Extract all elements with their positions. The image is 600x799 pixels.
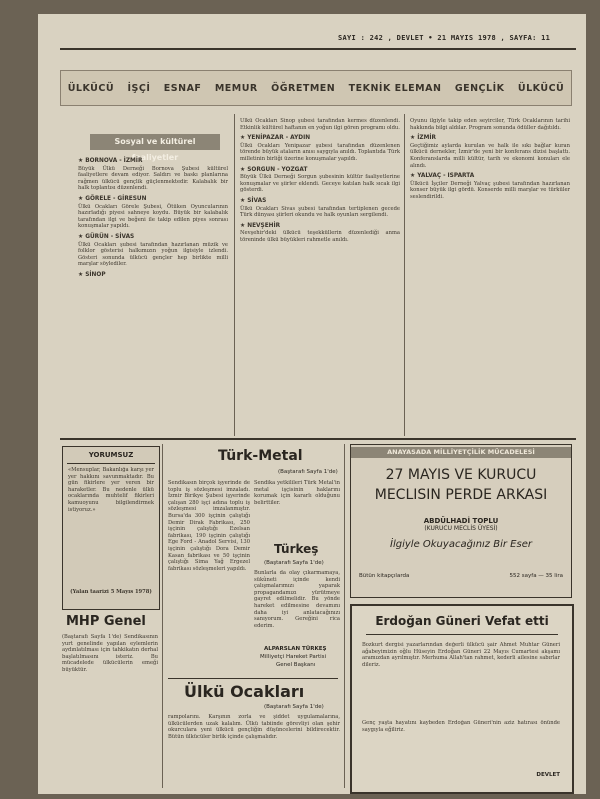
turkes-signature: ALPARSLAN TÜRKEŞ — [264, 646, 327, 652]
article-heading: ★ SİNOP — [78, 271, 106, 278]
turkmetal-text-2: Sendika yetkilileri Türk Metal'in metal işçisinin haklarını korumak için kararlı olduğunu belirttiler. — [254, 480, 340, 506]
mhp-text: (Baştarafı Sayfa 1'de) Sendikasının yurt genelinde yapılan eylemlerin aydınlatılması için tahkikatın derhal başlatılmasını isteriz. Bu mücadelede ülkücülerin emeği büyüktür. — [62, 634, 158, 673]
article-text: Büyük Ülkü Derneği Sorgun şubesinin kültür faaliyetlerine konuşmalar ve şiirler eklendi. Geceye katılan halk sıcak ilgi gösterdi. — [240, 174, 400, 194]
page-header: SAYI : 242 , DEVLET • 21 MAYIS 1978 , SAYFA: 11 — [338, 34, 551, 42]
article-text: Büyük Ülkü Derneği Bornova Şubesi kültürel faaliyetlere devam ediyor. Saldırı ve baskı planlarına rağmen ülkücü gençlik güçlenmektedir. Kalabalık bir halk toplantısı düzenlendi. — [78, 165, 228, 192]
turkes-title: Türkeş — [274, 542, 319, 556]
column-divider — [162, 444, 163, 788]
column-divider — [344, 444, 345, 788]
turkmetal-title: Türk-Metal — [218, 448, 303, 464]
article-heading: ★ YALVAÇ - ISPARTA — [410, 173, 475, 180]
section-rule — [168, 678, 338, 679]
banner — [60, 70, 572, 106]
section-rule — [60, 438, 576, 440]
article-text: Nevşehir'deki ülkücü teşekküllerin düzenlediği anma töreninde ülkü büyükleri rahmetle anıldı. — [240, 230, 400, 243]
article-text: Ülkücü İşçiler Derneği Yalvaç şubesi tarafından hazırlanan konser büyük ilgi gördü. Konserde milli marşlar ve türküler seslendirildi. — [410, 180, 570, 200]
book-ad-slogan: İlgiyle Okuyacağınız Bir Eser — [390, 539, 532, 550]
book-ad-footer-left: Bütün kitapçılarda — [359, 573, 410, 579]
banner-item: ÜLKÜCÜ — [67, 82, 115, 94]
header-rule — [60, 48, 576, 50]
banner-item: GENÇLİK — [454, 82, 505, 94]
obituary-rule — [366, 634, 558, 635]
mhp-title: MHP Genel — [66, 614, 146, 629]
article-text: Oyunu ilgiyle takip eden seyirciler, Türk Ocaklarının tarihi hakkında bilgi aldılar. Program sonunda ödüller dağıtıldı. — [410, 118, 570, 131]
turkmetal-subtitle: (Baştarafı Sayfa 1'de) — [278, 469, 338, 475]
book-ad-title-2: MECLISIN PERDE ARKASI — [374, 487, 548, 503]
article-text: Ülkü Ocakları Sivas şubesi tarafından tertiplenen gecede Türk dünyası şiirleri okundu ve halk oyunları sergilendi. — [240, 205, 400, 219]
article-heading: ★ SORGUN - YOZGAT — [240, 166, 308, 173]
turkmetal-text: Sendikasın birçok işyerinde de toplu iş sözleşmesi imzaladı. İzmir Birikye Şubesi işyerinde çalışan 280 işçi adına toplu iş sözleşmesi imzalanmıştır. Bursa'da 300 işçinin çalıştığı Demir Dirak Fabrikası, 250 işçinin çalıştığı Ezelsan fabrikası, 190 işçinin çalıştığı Ege Ford - Anadol Servisi, 130 işçinin çalıştığı Dora Demir Kasan fabrikası ve 50 işçinin çalıştığı Sima Yağ Ergezel fabrikası sözleşmeleri yapıldı. — [168, 480, 250, 572]
article-text: Ülkü Ocakları Sinop şubesi tarafından kermes düzenlendi. Etkinlik kültürel haftanın en yoğun ilgi gören programı oldu. — [240, 118, 400, 131]
banner-item: ÜLKÜCÜ — [517, 82, 565, 94]
culture-column-3 — [410, 118, 570, 436]
yorumsuz-title: YORUMSUZ — [67, 451, 155, 464]
yorumsuz-text: «Mensuplar, Bakanlığa karşı yer yer hakkını savunmaktadır. Bu gün fikirlere yer veren bir haraketler. Bu nedenle ülkü ocaklarında muhtelif fikirleri kamuoyunu bilgilendirmek istiyoruz.» — [68, 467, 154, 513]
yorumsuz-source: (Yalan taarizi 5 Mayıs 1978) — [70, 589, 152, 595]
column-divider — [404, 114, 405, 436]
article-heading: ★ YENİPAZAR - AYDIN — [240, 135, 311, 142]
obituary-text: Bozkurt dergisi yazarlarından değerli ülkücü şair Ahmet Muhtar Güneri ağabeyimizin oğlu Hüseyin Erdoğan Güneri 22 Mayıs Cumartesi akşamı aramızdan ayrılmıştır. Merhuma Allah'tan rahmet, kederli ailesine sabırlar dileriz. — [362, 642, 560, 668]
article-text: Ülkü Ocakları Görele Şubesi, Ötüken Oyuncularının hazırladığı piyesi sahneye koydu. Büyük bir kalabalık tarafından ilgi ve beğeni ile takip edilen piyes sonrası konuşmalar yapıldı. — [78, 203, 228, 230]
culture-column-1 — [78, 154, 228, 434]
turkes-position: Genel Başkanı — [276, 662, 316, 668]
article-heading: ★ İZMİR — [410, 135, 436, 142]
article-text: Geçtiğimiz aylarda kurulan ve halk ile sıkı bağlar kuran ülkücü dernekler, İzmir'de yeni bir konferans dizisi başlattı. Konferanslarda milli kültür, tarih ve ekonomi konuları ele alındı. — [410, 142, 570, 169]
ulkuocaklari-text: rampolarını. Karşının zorla ve şiddet uygulamalarına, ülkücülerden uzak kalalım. Ülkü tabiinde görevliyi olan şehir okurculara yeni ülkücü gençliğin düşüncelerini bildirecektir. Bütün ülkücüler birlik içinde çalışmalıdır. — [168, 714, 340, 740]
banner-item: TEKNİK ELEMAN — [348, 82, 442, 94]
column-divider — [234, 114, 235, 436]
article-text: Ülkü Ocakları şubesi tarafından hazırlanan müzik ve folklor gösterisi halkımızın yoğun ilgisiyle izlendi. Gösteri sonunda ülkücü gençler hep birlikte milli marşlar söylediler. — [78, 241, 228, 268]
book-ad-author: ABDÜLHADİ TOPLU — [423, 517, 499, 525]
obituary-box — [350, 604, 574, 794]
banner-item: ESNAF — [163, 82, 202, 94]
article-heading: ★ GÜRÜN - SİVAS — [78, 233, 135, 240]
banner-item: ÖĞRETMEN — [271, 82, 336, 94]
obituary-signature: DEVLET — [536, 772, 560, 778]
turkes-subtitle: (Baştarafı Sayfa 1'de) — [264, 560, 324, 566]
culture-column-2 — [240, 118, 400, 436]
book-ad-top: ANAYASADA MİLLİYETÇİLİK MÜCADELESİ — [351, 447, 571, 458]
article-heading: ★ GÖRELE - GİRESUN — [78, 195, 147, 202]
book-ad-title-1: 27 MAYIS VE KURUCU — [385, 467, 537, 483]
article-heading: ★ NEVŞEHİR — [240, 222, 281, 229]
banner-item: MEMUR — [214, 82, 258, 94]
turkes-text: Bunlarla da olay çıkarmamaya, sükûneti içinde kendi çalışmalarımızı yaparak propagandamızı yürütmeye gayret edilmelidir. Bu yönde hareket edilmesine devamını daha iyi anlatacağınızı sanıyorum. Gereğini rica ederim. — [254, 570, 340, 629]
ulkuocaklari-subtitle: (Baştarafı Sayfa 1'de) — [264, 704, 324, 710]
book-ad-footer-right: 552 sayfa — 35 lira — [509, 573, 563, 579]
obituary-text-2: Genç yaşta hayatını kaybeden Erdoğan Güneri'nin aziz hatırası önünde saygıyla eğiliriz. — [362, 720, 560, 733]
article-heading: ★ BORNOVA - İZMİR — [78, 158, 143, 164]
newspaper-page — [38, 14, 586, 794]
obituary-title: Erdoğan Güneri Vefat etti — [375, 614, 549, 628]
book-ad — [350, 444, 572, 598]
banner-item: İŞÇİ — [127, 82, 151, 94]
turkes-party: Milliyetçi Hareket Partisi — [260, 654, 327, 660]
ulkuocaklari-title: Ülkü Ocakları — [184, 682, 305, 701]
article-text: Ülkü Ocakları Yenipazar şubesi tarafından düzenlenen törende büyük ataların anısı saygıyla anıldı. Toplantıda Türk milletinin birliği üzerine konuşmalar yapıldı. — [240, 142, 400, 162]
article-heading: ★ SİVAS — [240, 197, 267, 204]
book-ad-author-sub: (KURUCU MECLİS ÜYESİ) — [424, 525, 498, 532]
culture-title: Sosyal ve kültürel faaliyetler — [90, 134, 220, 150]
yorumsuz-box — [62, 446, 160, 610]
